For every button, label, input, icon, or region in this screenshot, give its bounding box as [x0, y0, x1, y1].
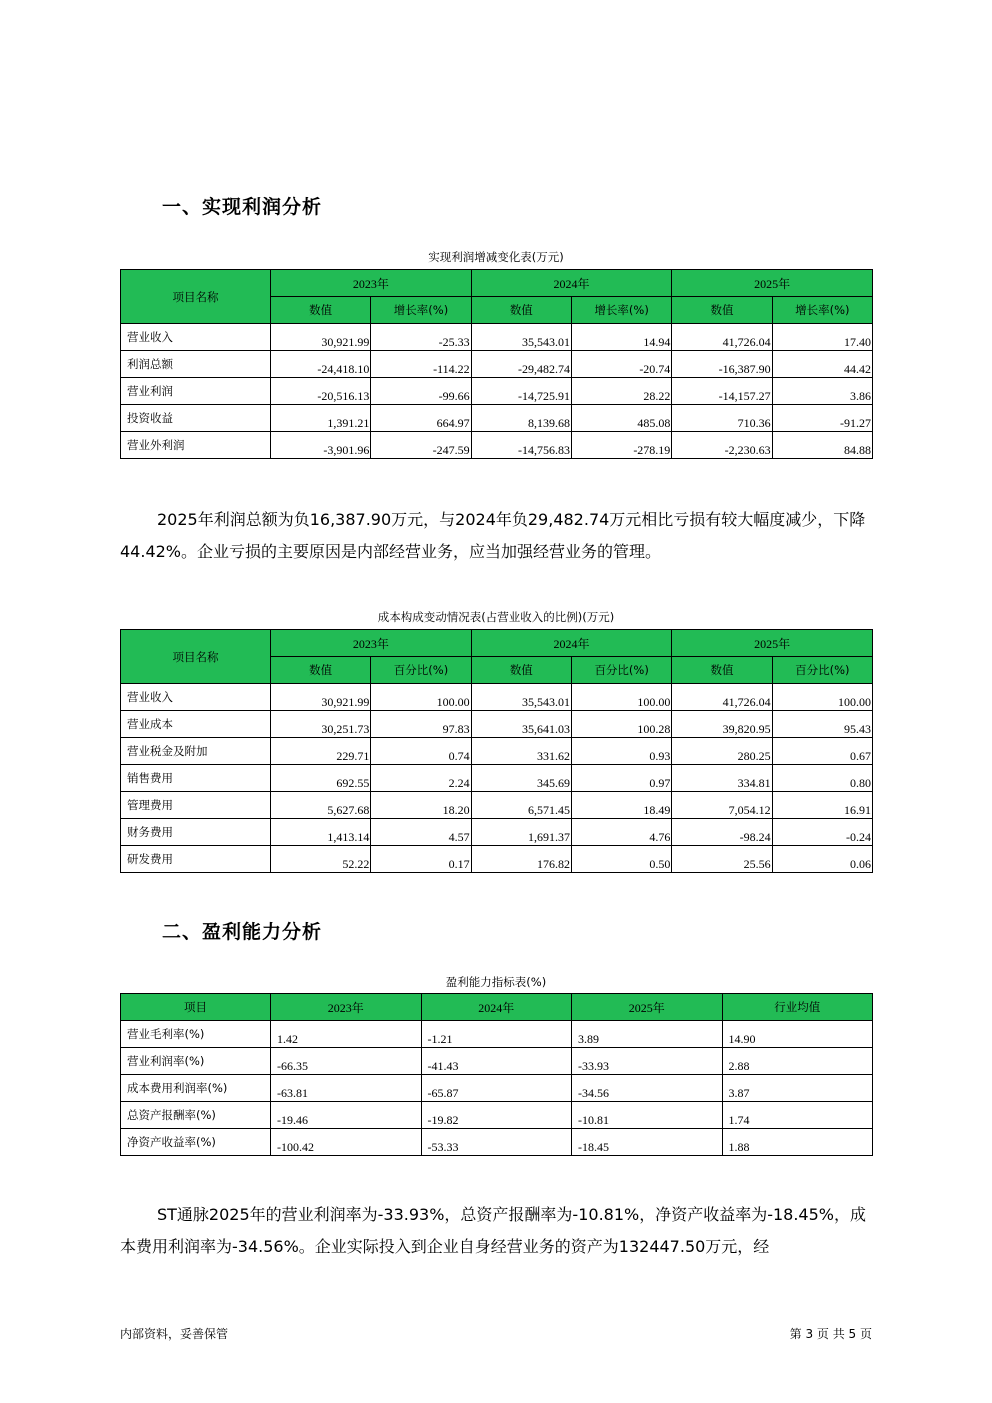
- row-label: 财务费用: [121, 819, 271, 846]
- table-cell: 331.62: [471, 738, 571, 765]
- item-name-header: 项目名称: [121, 630, 271, 684]
- table-row: [121, 684, 873, 711]
- value-header: 数值: [271, 657, 371, 684]
- row-label: 营业利润率(%): [121, 1048, 271, 1075]
- table-cell: 3.86: [772, 378, 872, 405]
- table-cell: 97.83: [371, 711, 471, 738]
- item-name-header: 项目名称: [121, 270, 271, 324]
- page-number: 第 3 页 共 5 页: [789, 1327, 872, 1341]
- table-cell: 3.89: [572, 1021, 723, 1048]
- table1-caption: 实现利润增减变化表(万元): [428, 250, 564, 264]
- table-cell: 2.24: [371, 765, 471, 792]
- table-row: [121, 765, 873, 792]
- table-cell: -20,516.13: [271, 378, 371, 405]
- year-header: 2023年: [271, 630, 472, 657]
- value-header: 数值: [672, 297, 772, 324]
- year-header: 2025年: [572, 994, 723, 1021]
- table-cell: 4.57: [371, 819, 471, 846]
- table-cell: 6,571.45: [471, 792, 571, 819]
- table-cell: 8,139.68: [471, 405, 571, 432]
- growth-header: 增长率(%): [772, 297, 872, 324]
- table-cell: 5,627.68: [271, 792, 371, 819]
- table-cell: 100.28: [571, 711, 671, 738]
- year-header: 2025年: [672, 270, 873, 297]
- table-cell: 485.08: [571, 405, 671, 432]
- table-cell: -18.45: [572, 1129, 723, 1156]
- table-cell: 35,543.01: [471, 684, 571, 711]
- table-cell: -14,725.91: [471, 378, 571, 405]
- table-cell: -99.66: [371, 378, 471, 405]
- table-row: [121, 432, 873, 459]
- profit-analysis-paragraph: [120, 504, 872, 568]
- table-cell: 334.81: [672, 765, 772, 792]
- table-row: [121, 819, 873, 846]
- industry-avg-header: 行业均值: [722, 994, 873, 1021]
- table-cell: 0.17: [371, 846, 471, 873]
- percent-header: 百分比(%): [772, 657, 872, 684]
- table-cell: 0.97: [571, 765, 671, 792]
- table-cell: 692.55: [271, 765, 371, 792]
- table-cell: 35,641.03: [471, 711, 571, 738]
- table2-caption: 成本构成变动情况表(占营业收入的比例)(万元): [377, 610, 615, 624]
- table-cell: 100.00: [571, 684, 671, 711]
- table-cell: 176.82: [471, 846, 571, 873]
- table-cell: 14.94: [571, 324, 671, 351]
- profitability-analysis-paragraph: [120, 1199, 872, 1263]
- table-row: [121, 1021, 873, 1048]
- table-cell: 7,054.12: [672, 792, 772, 819]
- table-cell: -33.93: [572, 1048, 723, 1075]
- value-header: 数值: [672, 657, 772, 684]
- table-cell: 1.42: [271, 1021, 422, 1048]
- table-cell: 229.71: [271, 738, 371, 765]
- percent-header: 百分比(%): [371, 657, 471, 684]
- table-row: [121, 792, 873, 819]
- table-cell: -16,387.90: [672, 351, 772, 378]
- value-header: 数值: [271, 297, 371, 324]
- section-title-profitability: 二、盈利能力分析: [162, 921, 323, 943]
- year-header: 2025年: [672, 630, 873, 657]
- table-cell: 44.42: [772, 351, 872, 378]
- table-row: [121, 378, 873, 405]
- table-cell: -34.56: [572, 1075, 723, 1102]
- paragraph-text: 2025年利润总额为负16,387.90万元，与2024年负29,482.74万元相比亏损有较大幅度减少，下降44.42%。企业亏损的主要原因是内部经营业务，应当加强经营业务的管理。: [120, 510, 866, 561]
- table-row: [121, 405, 873, 432]
- table-cell: -19.82: [421, 1102, 572, 1129]
- table-row: [121, 1075, 873, 1102]
- table-cell: 1.74: [722, 1102, 873, 1129]
- row-label: 总资产报酬率(%): [121, 1102, 271, 1129]
- table-row: [121, 846, 873, 873]
- table-cell: 4.76: [571, 819, 671, 846]
- table-row: [121, 1102, 873, 1129]
- year-header: 2023年: [271, 994, 422, 1021]
- table-cell: 18.49: [571, 792, 671, 819]
- row-label: 营业毛利率(%): [121, 1021, 271, 1048]
- table-cell: -91.27: [772, 405, 872, 432]
- table-cell: -65.87: [421, 1075, 572, 1102]
- year-header: 2024年: [471, 270, 672, 297]
- profitability-table: [120, 993, 873, 1156]
- table-cell: 3.87: [722, 1075, 873, 1102]
- table-cell: -278.19: [571, 432, 671, 459]
- table-cell: 1.88: [722, 1129, 873, 1156]
- table-cell: 1,413.14: [271, 819, 371, 846]
- table-cell: -1.21: [421, 1021, 572, 1048]
- table-row: [121, 1048, 873, 1075]
- table-cell: -114.22: [371, 351, 471, 378]
- table-cell: 14.90: [722, 1021, 873, 1048]
- growth-header: 增长率(%): [371, 297, 471, 324]
- table-row: [121, 351, 873, 378]
- row-label: 利润总额: [121, 351, 271, 378]
- value-header: 数值: [471, 297, 571, 324]
- table-cell: -24,418.10: [271, 351, 371, 378]
- row-label: 营业收入: [121, 324, 271, 351]
- table-cell: -0.24: [772, 819, 872, 846]
- table-row: [121, 324, 873, 351]
- table-cell: 100.00: [772, 684, 872, 711]
- table-cell: -98.24: [672, 819, 772, 846]
- table-cell: -14,756.83: [471, 432, 571, 459]
- table-cell: 18.20: [371, 792, 471, 819]
- table-cell: 84.88: [772, 432, 872, 459]
- table-cell: 0.74: [371, 738, 471, 765]
- table-cell: 2.88: [722, 1048, 873, 1075]
- table-cell: -10.81: [572, 1102, 723, 1129]
- table-cell: 95.43: [772, 711, 872, 738]
- table-cell: 0.50: [571, 846, 671, 873]
- table-cell: -20.74: [571, 351, 671, 378]
- growth-header: 增长率(%): [571, 297, 671, 324]
- table-cell: -19.46: [271, 1102, 422, 1129]
- row-label: 投资收益: [121, 405, 271, 432]
- table-row: [121, 711, 873, 738]
- percent-header: 百分比(%): [571, 657, 671, 684]
- table-cell: 0.80: [772, 765, 872, 792]
- row-label: 营业收入: [121, 684, 271, 711]
- row-label: 净资产收益率(%): [121, 1129, 271, 1156]
- table-cell: -53.33: [421, 1129, 572, 1156]
- table-cell: -3,901.96: [271, 432, 371, 459]
- table-row: [121, 738, 873, 765]
- row-label: 营业外利润: [121, 432, 271, 459]
- row-label: 营业税金及附加: [121, 738, 271, 765]
- profit-change-table: [120, 269, 873, 459]
- table-cell: 280.25: [672, 738, 772, 765]
- table-cell: 30,921.99: [271, 324, 371, 351]
- table-cell: -25.33: [371, 324, 471, 351]
- table-row: [121, 1129, 873, 1156]
- table-cell: -14,157.27: [672, 378, 772, 405]
- table-cell: -66.35: [271, 1048, 422, 1075]
- value-header: 数值: [471, 657, 571, 684]
- row-label: 成本费用利润率(%): [121, 1075, 271, 1102]
- table-cell: 0.93: [571, 738, 671, 765]
- paragraph-text: ST通脉2025年的营业利润率为-33.93%，总资产报酬率为-10.81%，净资产收益率为-18.45%，成本费用利润率为-34.56%。企业实际投入到企业自身经营业务的资产为132447.50万元，经: [120, 1205, 866, 1256]
- table-cell: 1,391.21: [271, 405, 371, 432]
- year-header: 2024年: [471, 630, 672, 657]
- table-cell: 0.06: [772, 846, 872, 873]
- row-label: 营业利润: [121, 378, 271, 405]
- cost-structure-table: [120, 629, 873, 873]
- table-cell: 30,251.73: [271, 711, 371, 738]
- footer-note: 内部资料，妥善保管: [120, 1327, 229, 1341]
- item-header: 项目: [121, 994, 271, 1021]
- row-label: 管理费用: [121, 792, 271, 819]
- table-cell: 25.56: [672, 846, 772, 873]
- table-cell: 17.40: [772, 324, 872, 351]
- table-cell: 345.69: [471, 765, 571, 792]
- table-cell: 16.91: [772, 792, 872, 819]
- table-cell: 41,726.04: [672, 324, 772, 351]
- table-cell: 52.22: [271, 846, 371, 873]
- table-cell: 30,921.99: [271, 684, 371, 711]
- table-cell: 41,726.04: [672, 684, 772, 711]
- year-header: 2023年: [271, 270, 472, 297]
- table-cell: -63.81: [271, 1075, 422, 1102]
- table-cell: -2,230.63: [672, 432, 772, 459]
- table-cell: 1,691.37: [471, 819, 571, 846]
- row-label: 销售费用: [121, 765, 271, 792]
- table-cell: 0.67: [772, 738, 872, 765]
- table-cell: 28.22: [571, 378, 671, 405]
- table-cell: 710.36: [672, 405, 772, 432]
- table-cell: 100.00: [371, 684, 471, 711]
- year-header: 2024年: [421, 994, 572, 1021]
- section-title-profit: 一、实现利润分析: [162, 196, 323, 218]
- table3-caption: 盈利能力指标表(%): [445, 975, 547, 989]
- row-label: 研发费用: [121, 846, 271, 873]
- table-cell: -41.43: [421, 1048, 572, 1075]
- table-cell: -100.42: [271, 1129, 422, 1156]
- table-cell: 35,543.01: [471, 324, 571, 351]
- row-label: 营业成本: [121, 711, 271, 738]
- table-cell: -247.59: [371, 432, 471, 459]
- table-cell: 664.97: [371, 405, 471, 432]
- table-cell: 39,820.95: [672, 711, 772, 738]
- table-cell: -29,482.74: [471, 351, 571, 378]
